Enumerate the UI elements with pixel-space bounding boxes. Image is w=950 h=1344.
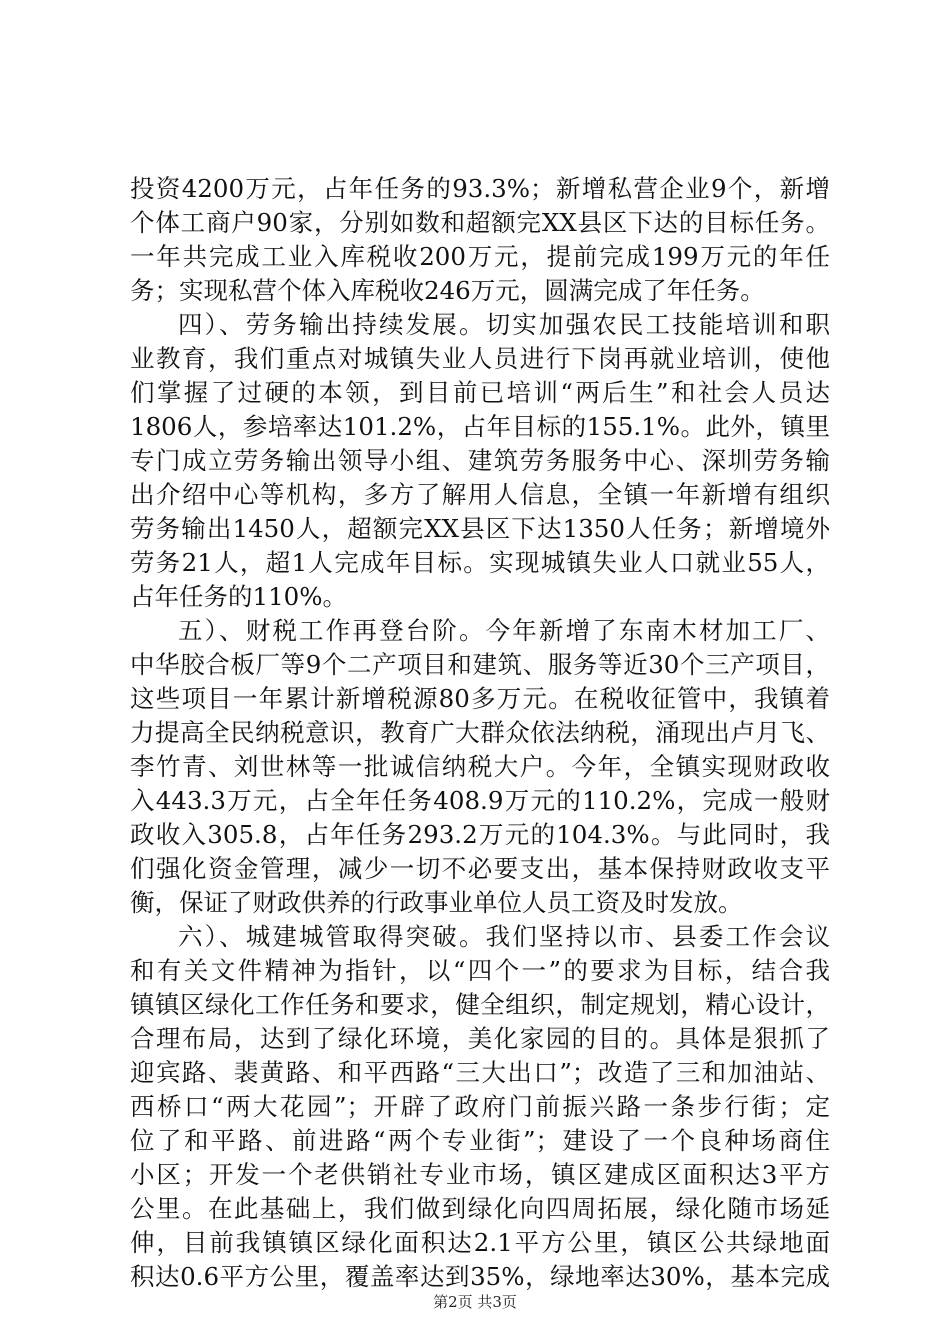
text-line: 积达0.6平方公里，覆盖率达到35%，绿地率达30%，基本完成 xyxy=(130,1262,830,1291)
paragraph-heading-line: 五）、财税工作再登台阶。今年新增了东南木材加工厂、 xyxy=(178,616,830,645)
text-line: 业教育，我们重点对城镇失业人员进行下岗再就业培训，使他 xyxy=(130,344,830,373)
text-line: 个体工商户90家，分别如数和超额完XX县区下达的目标任务。 xyxy=(130,208,830,237)
text-line: 迎宾路、裴黄路、和平西路“三大出口”；改造了三和加油站、 xyxy=(130,1058,830,1087)
text-line: 衡，保证了财政供养的行政事业单位人员工资及时发放。 xyxy=(130,888,743,917)
text-line: 镇镇区绿化工作任务和要求，健全组织，制定规划，精心设计， xyxy=(130,990,830,1019)
text-line: 一年共完成工业入库税收200万元，提前完成199万元的年任 xyxy=(130,242,830,271)
text-line: 劳务输出1450人，超额完XX县区下达1350人任务；新增境外 xyxy=(130,514,830,543)
text-line: 政收入305.8，占年任务293.2万元的104.3%。与此同时，我 xyxy=(130,820,830,849)
text-line: 们掌握了过硬的本领，到目前已培训“两后生”和社会人员达 xyxy=(130,378,830,407)
text-line: 中华胶合板厂等9个二产项目和建筑、服务等近30个三产项目， xyxy=(130,650,830,679)
text-line: 位了和平路、前进路“两个专业街”；建设了一个良种场商住 xyxy=(130,1126,830,1155)
text-line: 合理布局，达到了绿化环境，美化家园的目的。具体是狠抓了 xyxy=(130,1024,830,1053)
text-line: 力提高全民纳税意识，教育广大群众依法纳税，涌现出卢月飞、 xyxy=(130,718,830,747)
text-line: 投资4200万元，占年任务的93.3%；新增私营企业9个，新增 xyxy=(130,174,830,203)
text-line: 和有关文件精神为指针，以“四个一”的要求为目标，结合我 xyxy=(130,956,830,985)
paragraph-heading-line: 六）、城建城管取得突破。我们坚持以市、县委工作会议 xyxy=(178,922,830,951)
text-line: 李竹青、刘世林等一批诚信纳税大户。今年，全镇实现财政收 xyxy=(130,752,830,781)
paragraph-heading-line: 四）、劳务输出持续发展。切实加强农民工技能培训和职 xyxy=(178,310,830,339)
text-line: 们强化资金管理，减少一切不必要支出，基本保持财政收支平 xyxy=(130,854,830,883)
text-line: 劳务21人，超1人完成年目标。实现城镇失业人口就业55人， xyxy=(130,548,830,577)
text-line: 公里。在此基础上，我们做到绿化向四周拓展，绿化随市场延 xyxy=(130,1194,830,1223)
text-line: 出介绍中心等机构，多方了解用人信息，全镇一年新增有组织 xyxy=(130,480,830,509)
page-number-footer: 第2页 共3页 xyxy=(433,1293,517,1311)
text-line: 占年任务的110%。 xyxy=(130,582,348,611)
text-line: 这些项目一年累计新增税源80多万元。在税收征管中，我镇着 xyxy=(130,684,830,713)
text-line: 务；实现私营个体入库税收246万元，圆满完成了年任务。 xyxy=(130,276,765,305)
document-body xyxy=(130,172,830,1294)
text-line: 专门成立劳务输出领导小组、建筑劳务服务中心、深圳劳务输 xyxy=(130,446,830,475)
text-line: 小区；开发一个老供销社专业市场，镇区建成区面积达3平方 xyxy=(130,1160,830,1189)
text-line: 伸，目前我镇镇区绿化面积达2.1平方公里，镇区公共绿地面 xyxy=(130,1228,830,1257)
text-line: 1806人，参培率达101.2%，占年目标的155.1%。此外，镇里 xyxy=(130,412,830,441)
text-line: 入443.3万元，占全年任务408.9万元的110.2%，完成一般财 xyxy=(130,786,830,815)
text-line: 西桥口“两大花园”；开辟了政府门前振兴路一条步行街；定 xyxy=(130,1092,830,1121)
